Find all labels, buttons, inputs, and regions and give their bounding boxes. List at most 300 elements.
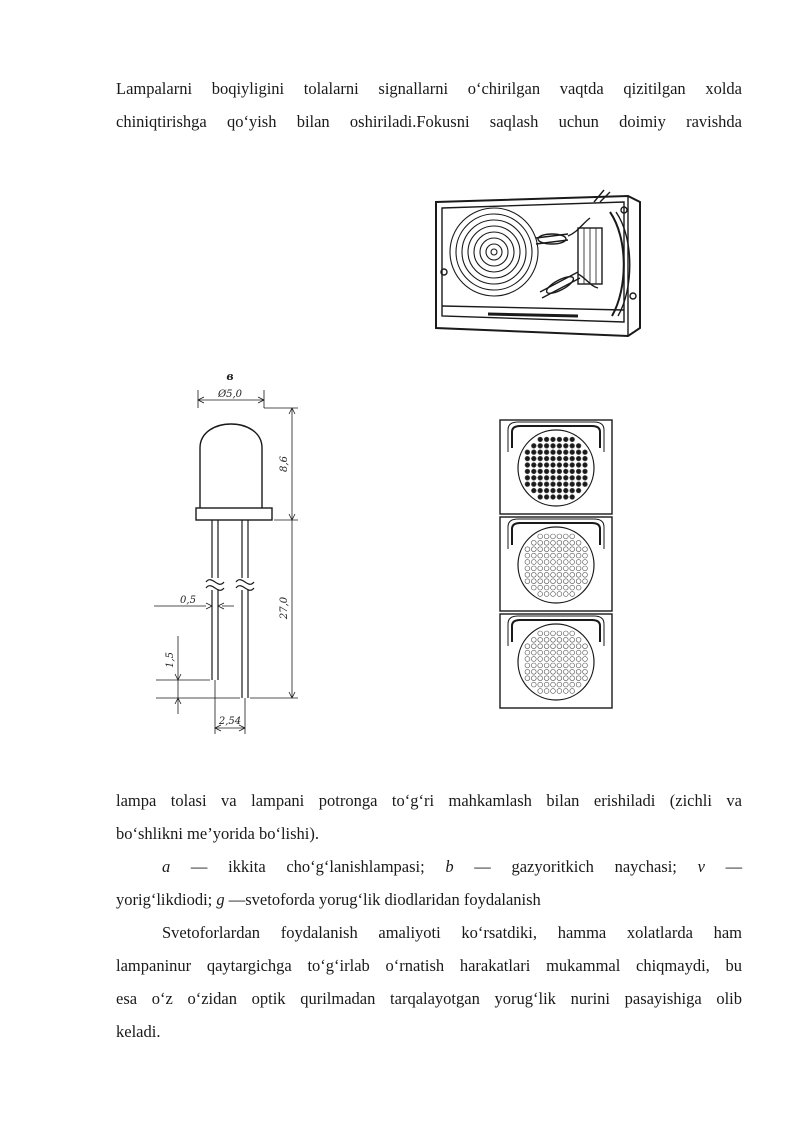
led-dot (557, 585, 562, 590)
led-dot (531, 469, 536, 474)
traffic-lamp-2 (500, 517, 612, 611)
led-dot (563, 657, 568, 662)
led-dot (551, 566, 556, 571)
led-dot (538, 585, 543, 590)
led-dot (538, 689, 543, 694)
led-dot (551, 579, 556, 584)
gas-tube-device-figure (428, 188, 646, 340)
led-dot (576, 657, 581, 662)
led-dot (538, 637, 543, 642)
led-dot (557, 456, 562, 461)
led-dot (557, 560, 562, 565)
led-dot (557, 669, 562, 674)
led-dot (570, 560, 575, 565)
led-dot (557, 631, 562, 636)
led-dot (538, 566, 543, 571)
led-dot (570, 469, 575, 474)
text-line: lampaninur qaytargichga to‘g‘irlab o‘rnatish harakatlari mukammal chiqmaydi, bu (116, 956, 742, 975)
led-dot (576, 475, 581, 480)
led-dot (576, 469, 581, 474)
led-dot (551, 488, 556, 493)
led-dot (570, 657, 575, 662)
led-dot (576, 463, 581, 468)
led-dot (557, 689, 562, 694)
led-dot (583, 650, 588, 655)
figure-caption (116, 850, 742, 916)
led-dot (570, 566, 575, 571)
led-dot (570, 669, 575, 674)
led-dot (557, 437, 562, 442)
led-dot (525, 657, 530, 662)
led-dot (563, 553, 568, 558)
led-dot (570, 456, 575, 461)
led-dot (538, 676, 543, 681)
led-dot (570, 572, 575, 577)
led-dot (576, 585, 581, 590)
led-dot (570, 637, 575, 642)
led-dot (551, 547, 556, 552)
led-dot (551, 540, 556, 545)
led-dot (538, 488, 543, 493)
led-dot (544, 682, 549, 687)
led-dot (538, 682, 543, 687)
led-dot (544, 488, 549, 493)
led-dot (563, 637, 568, 642)
dimension-height-top: 8,6 (279, 456, 290, 472)
led-dot (551, 456, 556, 461)
led-dot (551, 495, 556, 500)
led-dot (583, 463, 588, 468)
dimension-lead-width: 0,5 (180, 595, 196, 606)
led-dot (544, 456, 549, 461)
led-dot (551, 450, 556, 455)
led-dot (531, 463, 536, 468)
led-dot (557, 443, 562, 448)
led-dot (538, 495, 543, 500)
led-dot (557, 488, 562, 493)
led-dot (583, 482, 588, 487)
led-dot (583, 553, 588, 558)
caption-text-g: —svetoforda yorug‘lik diodlaridan foydalanish (228, 890, 541, 909)
led-dot (525, 553, 530, 558)
led-dot (531, 566, 536, 571)
led-dot (583, 663, 588, 668)
led-dot (570, 644, 575, 649)
led-dot (563, 689, 568, 694)
caption-letter-a: a (162, 857, 171, 876)
led-dot (544, 572, 549, 577)
led-dot (531, 663, 536, 668)
led-dot (576, 540, 581, 545)
continuation-paragraph (116, 784, 742, 850)
led-dot (525, 663, 530, 668)
led-dot (538, 592, 543, 597)
led-dot (570, 553, 575, 558)
led-dot (538, 644, 543, 649)
led-dot (576, 566, 581, 571)
led-dot (563, 663, 568, 668)
led-dot (563, 676, 568, 681)
caption-letter-b: b (445, 857, 454, 876)
caption-letter-v: v (697, 857, 705, 876)
led-dot (576, 637, 581, 642)
led-dot (563, 495, 568, 500)
led-dot (563, 560, 568, 565)
led-dot (538, 553, 543, 558)
led-dot (531, 475, 536, 480)
led-dot (576, 572, 581, 577)
led-dot (544, 689, 549, 694)
led-dot (551, 682, 556, 687)
led-dot (525, 475, 530, 480)
led-dot (551, 650, 556, 655)
led-dot (525, 482, 530, 487)
led-dot (583, 676, 588, 681)
led-dot (557, 495, 562, 500)
led-dot (551, 637, 556, 642)
led-dot (563, 488, 568, 493)
led-dot (583, 560, 588, 565)
led-dot (576, 669, 581, 674)
led-dot (544, 475, 549, 480)
led-dot (551, 475, 556, 480)
led-dot (551, 482, 556, 487)
text-line: Lampalarni boqiyligini tolalarni signallarni o‘chirilgan vaqtda qizitilgan xolda (116, 79, 742, 98)
led-dot (563, 475, 568, 480)
led-dot (576, 443, 581, 448)
led-dot (576, 579, 581, 584)
led-dot (557, 463, 562, 468)
led-dot (570, 676, 575, 681)
led-dot (570, 463, 575, 468)
led-dot (557, 682, 562, 687)
dimension-pitch: 2,54 (218, 716, 242, 727)
led-dot (557, 644, 562, 649)
led-dot (525, 644, 530, 649)
led-dot (576, 663, 581, 668)
led-dot (551, 437, 556, 442)
led-dot (563, 469, 568, 474)
led-dot (570, 663, 575, 668)
led-dot (551, 669, 556, 674)
led-dot (544, 650, 549, 655)
led-dot (570, 585, 575, 590)
led-dot (570, 540, 575, 545)
led-dot (538, 443, 543, 448)
led-dot (583, 657, 588, 662)
led-dot (557, 572, 562, 577)
led-dot (544, 585, 549, 590)
led-dot (531, 547, 536, 552)
led-dot (531, 553, 536, 558)
led-dot (538, 547, 543, 552)
led-dot (544, 540, 549, 545)
led-dot (544, 637, 549, 642)
led-dot (531, 669, 536, 674)
led-dot (531, 637, 536, 642)
led-dot (538, 572, 543, 577)
led-dot (570, 475, 575, 480)
dimension-diameter: Ø5,0 (217, 389, 243, 400)
led-dot (563, 579, 568, 584)
led-dot (576, 547, 581, 552)
led-dot (538, 475, 543, 480)
led-dot (583, 566, 588, 571)
led-dot (570, 534, 575, 539)
led-dot (531, 560, 536, 565)
caption-text-a: — ikkita cho‘g‘lanishlampasi; (190, 857, 425, 876)
led-dot (557, 482, 562, 487)
led-dimension-drawing (150, 368, 310, 740)
led-dot (525, 560, 530, 565)
led-dot (538, 463, 543, 468)
led-dot (531, 572, 536, 577)
led-dot (544, 676, 549, 681)
led-dot (544, 592, 549, 597)
led-dot (583, 579, 588, 584)
led-dot (570, 579, 575, 584)
led-dot (563, 463, 568, 468)
led-dot (544, 437, 549, 442)
led-dot (557, 540, 562, 545)
led-dot (544, 495, 549, 500)
led-dot (563, 540, 568, 545)
led-dot (538, 540, 543, 545)
led-dot (576, 456, 581, 461)
text-line: Svetoforlardan foydalanish amaliyoti ko‘rsatdiki, hamma xolatlarda ham (162, 923, 742, 942)
caption-text-v: — (725, 857, 743, 876)
led-dot (544, 450, 549, 455)
led-dot (563, 592, 568, 597)
led-dot (538, 482, 543, 487)
led-dot (551, 585, 556, 590)
led-dot (531, 676, 536, 681)
led-dot (583, 469, 588, 474)
led-dot (570, 443, 575, 448)
caption-letter-g: g (216, 890, 225, 909)
led-dot (544, 463, 549, 468)
led-dot (551, 644, 556, 649)
led-dot (551, 443, 556, 448)
led-dot (551, 463, 556, 468)
led-dot (563, 572, 568, 577)
led-dot (570, 682, 575, 687)
led-dot (551, 592, 556, 597)
led-dot (544, 669, 549, 674)
traffic-lamp-3 (500, 614, 612, 708)
led-dot (557, 450, 562, 455)
led-dot (576, 650, 581, 655)
led-dot (538, 560, 543, 565)
led-dot (576, 553, 581, 558)
led-dot (525, 676, 530, 681)
led-dot (563, 437, 568, 442)
led-dot (563, 566, 568, 571)
led-dot (557, 553, 562, 558)
dimension-height-leads: 27,0 (279, 596, 290, 620)
led-dot (557, 657, 562, 662)
led-dot (583, 572, 588, 577)
led-dot (583, 669, 588, 674)
led-dot (525, 463, 530, 468)
led-dot (531, 585, 536, 590)
led-dot (563, 450, 568, 455)
led-dot (525, 566, 530, 571)
text-line: keladi. (116, 1022, 161, 1041)
led-dot (538, 631, 543, 636)
text-line: lampa tolasi va lampani potronga to‘g‘ri mahkamlash bilan erishiladi (zichli va (116, 791, 742, 810)
led-dot (531, 456, 536, 461)
led-dot (557, 592, 562, 597)
led-dot (563, 644, 568, 649)
traffic-lamp-1 (500, 420, 612, 514)
led-dot (570, 631, 575, 636)
led-dot (538, 650, 543, 655)
led-dot (531, 450, 536, 455)
led-dot (570, 482, 575, 487)
text-line: chiniqtirishga qo‘yish bilan oshiriladi.Fokusni saqlash uchun doimiy ravishda (116, 112, 742, 131)
led-dot (531, 540, 536, 545)
led-dot (570, 547, 575, 552)
led-dot (544, 469, 549, 474)
led-dot (538, 450, 543, 455)
led-dot (576, 488, 581, 493)
led-dot (576, 482, 581, 487)
caption-text-v-cont: yorig‘likdiodi; (116, 890, 213, 909)
led-dot (583, 456, 588, 461)
led-dot (557, 579, 562, 584)
led-dot (525, 456, 530, 461)
led-dot (525, 579, 530, 584)
led-dot (531, 644, 536, 649)
led-dot (551, 560, 556, 565)
led-dot (563, 669, 568, 674)
led-dot (576, 450, 581, 455)
led-dot (563, 482, 568, 487)
led-dot (544, 534, 549, 539)
led-dot (551, 676, 556, 681)
led-dot (538, 437, 543, 442)
led-dot (525, 572, 530, 577)
led-dot (563, 585, 568, 590)
led-dot (570, 495, 575, 500)
led-dot (557, 566, 562, 571)
led-dot (557, 547, 562, 552)
led-dot (563, 456, 568, 461)
led-dot (551, 689, 556, 694)
led-dot (538, 579, 543, 584)
led-dot (538, 456, 543, 461)
led-dot (576, 682, 581, 687)
led-dot (583, 450, 588, 455)
led-dot (538, 663, 543, 668)
led-dot (544, 631, 549, 636)
led-dot (531, 482, 536, 487)
led-dot (544, 443, 549, 448)
figure-label: в (226, 370, 234, 383)
led-dot (544, 644, 549, 649)
led-dot (557, 534, 562, 539)
top-paragraph (116, 72, 742, 138)
caption-text-b: — gazyoritkich naychasi; (474, 857, 677, 876)
led-dot (583, 475, 588, 480)
led-dot (551, 572, 556, 577)
led-dot (551, 663, 556, 668)
led-dot (551, 553, 556, 558)
led-dot (544, 657, 549, 662)
led-dot (576, 676, 581, 681)
traffic-light-led-figure (498, 418, 614, 710)
led-dot (570, 450, 575, 455)
led-dot (570, 592, 575, 597)
led-dot (576, 644, 581, 649)
led-dot (544, 482, 549, 487)
led-dot (544, 553, 549, 558)
led-dot (570, 650, 575, 655)
led-dot (563, 682, 568, 687)
led-dot (570, 437, 575, 442)
text-line: esa o‘z o‘zidan optik qurilmadan tarqalayotgan yorug‘lik nurini pasayishiga olib (116, 989, 742, 1008)
led-dot (583, 644, 588, 649)
led-dot (557, 663, 562, 668)
led-dot (531, 443, 536, 448)
led-dot (551, 469, 556, 474)
led-dot (538, 469, 543, 474)
led-dot (563, 547, 568, 552)
led-dot (525, 650, 530, 655)
led-dot (557, 469, 562, 474)
led-dot (557, 475, 562, 480)
led-dot (538, 657, 543, 662)
led-dot (570, 488, 575, 493)
dimension-bottom-offset: 1,5 (165, 652, 176, 668)
led-dot (557, 650, 562, 655)
body-paragraph (116, 916, 742, 1048)
led-dot (583, 547, 588, 552)
led-dot (531, 579, 536, 584)
led-dot (551, 631, 556, 636)
led-dot (525, 469, 530, 474)
led-dot (525, 547, 530, 552)
led-dot (531, 682, 536, 687)
led-dot (563, 534, 568, 539)
led-dot (544, 663, 549, 668)
led-dot (525, 450, 530, 455)
led-dot (563, 631, 568, 636)
led-dot (551, 534, 556, 539)
text-line: bo‘shlikni me’yorida bo‘lishi). (116, 824, 320, 843)
led-dot (525, 669, 530, 674)
led-dot (544, 560, 549, 565)
led-dot (570, 689, 575, 694)
led-dot (531, 650, 536, 655)
led-dot (551, 657, 556, 662)
led-dot (538, 534, 543, 539)
caption-line (116, 850, 742, 883)
led-dot (557, 637, 562, 642)
led-dot (563, 443, 568, 448)
led-dot (531, 488, 536, 493)
caption-line (116, 883, 742, 916)
led-dot (557, 676, 562, 681)
led-dot (544, 566, 549, 571)
led-dot (538, 669, 543, 674)
led-dot (576, 560, 581, 565)
led-dot (563, 650, 568, 655)
led-dot (531, 657, 536, 662)
led-dot (544, 547, 549, 552)
led-dot (544, 579, 549, 584)
